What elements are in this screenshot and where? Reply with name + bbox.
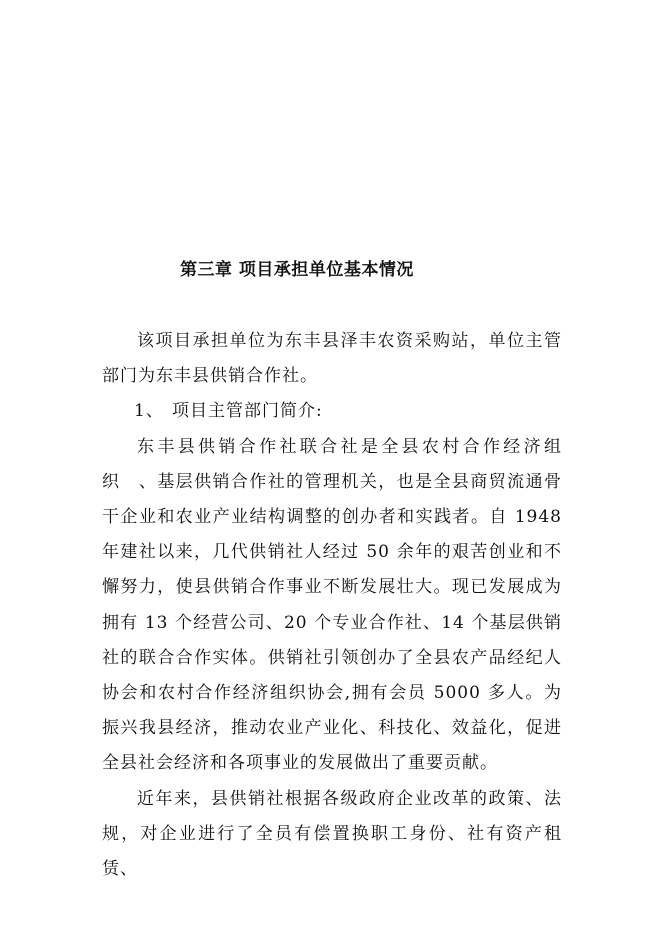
chapter-title: 第三章 项目承担单位基本情况: [180, 260, 414, 280]
paragraph-recent-reforms: 近年来，县供销社根据各级政府企业改革的政策、法规，对企业进行了全员有偿置换职工身份、社有资产租赁、: [102, 788, 562, 880]
list-item-text: 项目主管部门简介:: [172, 401, 323, 422]
body-text: [102, 324, 562, 887]
list-item-number: 1、: [134, 401, 164, 422]
paragraph-cooperative-overview: 东丰县供销合作社联合社是全县农村合作经济组织 、基层供销合作社的管理机关，也是全县商贸流通骨干企业和农业产业结构调整的创办者和实践者。自 1948 年建社以来，几代供销社人经过 50 余年的艰苦创业和不懈努力，使县供销合作事业不断发展壮大。现已发展成为拥有 13 个经营公司、20 个专业合作社、14 个基层供销社的联合合作实体。供销社引领创办了全县农产品经纪人协会和农村合作经济组织协会,拥有会员 5000 多人。为振兴我县经济，推动农业产业化、科技化、效益化，促进全县社会经济和各项事业的发展做出了重要贡献。: [102, 436, 562, 774]
list-item-1: [102, 394, 562, 429]
paragraph-unit-intro: 该项目承担单位为东丰县泽丰农资采购站，单位主管部门为东丰县供销合作社。: [102, 331, 562, 387]
